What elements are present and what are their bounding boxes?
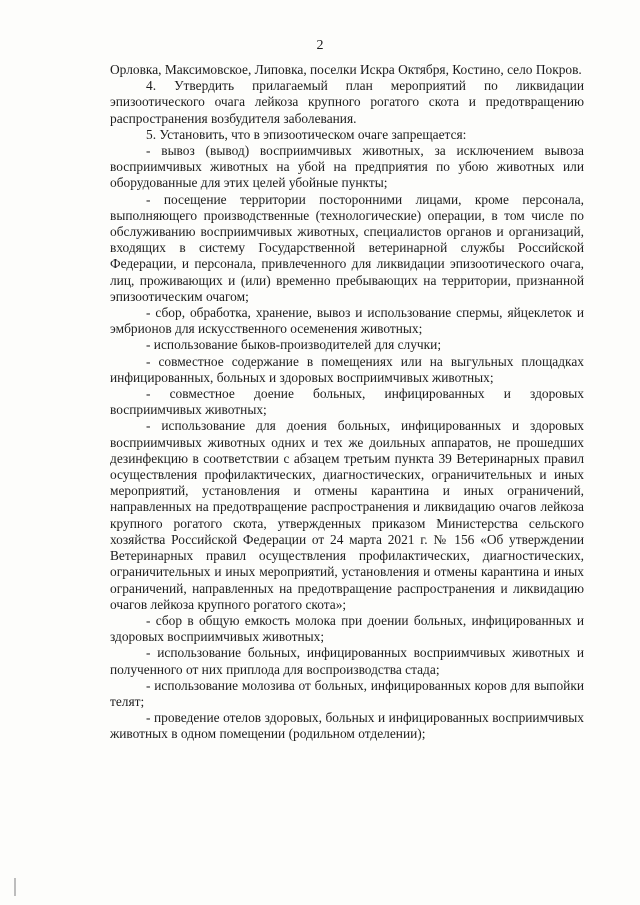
paragraph: - вывоз (вывод) восприимчивых животных, за исключением вывоза восприимчивых животных на убой на предприятия по убою животных или оборудованные для этих целей убойные пункты;	[110, 143, 584, 191]
paragraph: - использование быков-производителей для случки;	[146, 337, 442, 353]
document-body	[110, 62, 584, 743]
paragraph: - проведение отелов здоровых, больных и инфицированных восприимчивых животных в одном помещении (родильном отделении);	[110, 710, 584, 742]
paragraph: - использование молозива от больных, инфицированных коров для выпойки телят;	[110, 677, 584, 709]
paragraph: Орловка, Максимовское, Липовка, поселки Искра Октября, Костино, село Покров.	[110, 62, 582, 77]
scan-artifact	[14, 878, 16, 896]
paragraph: - использование больных, инфицированных восприимчивых животных и полученного от них приплода для воспроизводства стада;	[110, 645, 584, 677]
paragraph: - совместное содержание в помещениях или на выгульных площадках инфицированных, больных и здоровых восприимчивых животных;	[110, 353, 584, 385]
paragraph: 4. Утвердить прилагаемый план мероприятий по ликвидации эпизоотического очага лейкоза крупного рогатого скота и предотвращению распространения возбудителя заболевания.	[110, 78, 584, 126]
paragraph: - использование для доения больных, инфицированных и здоровых восприимчивых животных одних и тех же доильных аппаратов, не прошедших дезинфекцию в соответствии с абзацем третьим пункта 39 Ветеринарных правил осуществления профилактических, диагностических, ограничительных и иных мероприятий, установления и отмены карантина и иных ограничений, направленных на предотвращение распространения и ликвидацию очагов лейкоза крупного рогатого скота, утвержденных приказом Министерства сельского хозяйства Российской Федерации от 24 марта 2021 г. № 156 «Об утверждении Ветеринарных правил осуществления профилактических, диагностических, ограничительных и иных мероприятий, установления и отмены карантина и иных ограничений, направленных на предотвращение распространения и ликвидацию очагов лейкоза крупного рогатого скота»;	[110, 418, 584, 612]
paragraph: - сбор в общую емкость молока при доении больных, инфицированных и здоровых восприимчивых животных;	[110, 612, 584, 645]
paragraph: 5. Установить, что в эпизоотическом очаге запрещается:	[146, 126, 467, 142]
page-number: 2	[316, 38, 324, 53]
paragraph: - посещение территории посторонними лицами, кроме персонала, выполняющего производственные (технологические) операции, в том числе по обслуживанию восприимчивых животных, специалистов органов и организаций, входящих в систему Государственной ветеринарной службы Российской Федерации, и персонала, привлеченного для ликвидации эпизоотического очага, лиц, проживающих и (или) временно пребывающих на территории, признанной эпизоотическим очагом;	[110, 191, 584, 304]
paragraph: - совместное доение больных, инфицированных и здоровых восприимчивых животных;	[110, 386, 584, 418]
paragraph: - сбор, обработка, хранение, вывоз и использование спермы, яйцеклеток и эмбрионов для искусственного осеменения животных;	[110, 305, 584, 337]
